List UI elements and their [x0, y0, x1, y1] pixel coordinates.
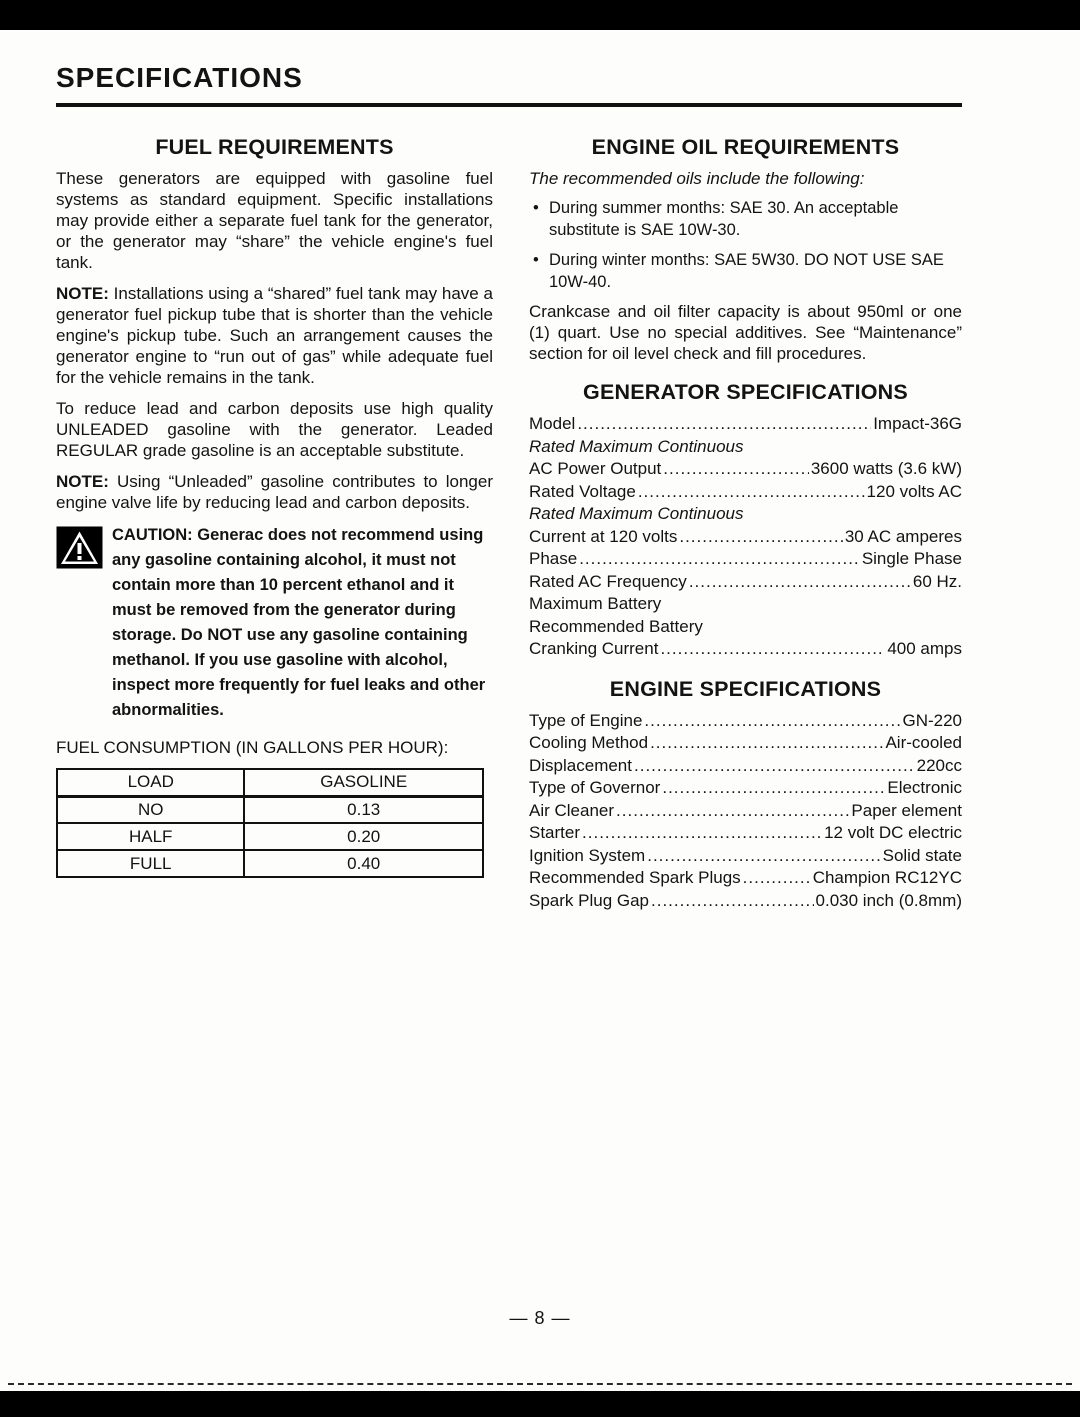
fuel-consumption-table — [56, 768, 484, 878]
caution-text: CAUTION: Generac does not recommend using any gasoline containing alcohol, it must not contain more than 10 percent ethanol and it must be removed from the generator during storage. Do NOT use any gasoline containing methanol. If you use gasoline with alcohol, inspect more frequently for fuel leaks and other abnormalities. — [112, 526, 486, 719]
spec-label: Rated Maximum Continuous — [529, 504, 744, 523]
list-item — [529, 197, 962, 241]
spec-label: Recommended Battery — [529, 616, 703, 636]
dot-leader — [743, 867, 811, 890]
fuel-paragraph-2: To reduce lead and carbon deposits use high quality UNLEADED gasoline with the generator. Leaded REGULAR grade gasoline is an acceptable substitute. — [56, 399, 493, 460]
dot-leader — [579, 548, 860, 571]
scan-artifact-top-bar — [0, 0, 1080, 30]
spec-value: Impact-36G — [873, 414, 962, 433]
spec-value: 12 volt DC electric — [824, 823, 962, 842]
spec-row — [529, 548, 962, 571]
spec-row — [529, 890, 962, 913]
column-header-load: LOAD — [57, 769, 244, 796]
spec-value: 120 volts AC — [866, 481, 962, 501]
table-cell: 0.20 — [244, 823, 483, 850]
oil-intro: The recommended oils include the following: — [529, 169, 865, 188]
spec-row — [529, 616, 962, 639]
dot-leader — [660, 638, 885, 661]
spec-label: Type of Governor — [529, 778, 661, 797]
two-column-layout — [56, 127, 962, 912]
spec-label: Current at 120 volts — [529, 526, 678, 546]
spec-label: Spark Plug Gap — [529, 890, 650, 910]
table-row — [57, 796, 483, 823]
fuel-paragraph-1: These generators are equipped with gasoline fuel systems as standard equipment. Specific installations may provide either a separate fuel tank for the generator, or the generator may “share” the vehicle engine's fuel tank. — [56, 169, 493, 272]
fuel-note-2 — [56, 471, 493, 513]
spec-label: Displacement — [529, 755, 632, 775]
spec-row — [529, 755, 962, 778]
spec-label: Model — [529, 414, 576, 433]
page-title: SPECIFICATIONS — [56, 62, 962, 107]
spec-row — [529, 481, 962, 504]
spec-row — [529, 777, 962, 800]
left-column — [56, 127, 493, 912]
note-text: Installations using a “shared” fuel tank may have a generator fuel pickup tube that is shorter than the vehicle engine's pickup tube. Such an arrangement causes the generator engine to “run out of gas” while adequate fuel for the vehicle remains in the tank. — [56, 284, 493, 387]
warning-triangle-icon — [56, 526, 103, 574]
spec-label: Rated AC Frequency — [529, 571, 687, 591]
spec-label: Cooling Method — [529, 733, 649, 752]
table-row — [57, 850, 483, 877]
dot-leader — [650, 732, 883, 755]
spec-value: 30 AC amperes — [844, 526, 962, 546]
dot-leader — [663, 458, 809, 481]
spec-value: Single Phase — [861, 549, 962, 568]
spec-row — [529, 638, 962, 661]
engine-oil-heading: ENGINE OIL REQUIREMENTS — [591, 135, 900, 159]
dot-leader — [689, 571, 911, 594]
spec-value: 3600 watts (3.6 kW) — [810, 459, 962, 478]
engine-specifications-heading: ENGINE SPECIFICATIONS — [609, 676, 882, 701]
spec-label: Phase — [529, 549, 578, 568]
page-number: — 8 — — [509, 1308, 571, 1328]
spec-label: Air Cleaner — [529, 800, 615, 820]
fuel-requirements-heading: FUEL REQUIREMENTS — [155, 135, 394, 159]
table-header-row — [57, 769, 483, 796]
spec-row — [529, 845, 962, 868]
note-label: NOTE: — [56, 472, 109, 491]
spec-value: Air-cooled — [885, 733, 962, 752]
spec-label: AC Power Output — [529, 459, 662, 478]
dot-leader — [679, 526, 842, 549]
spec-row — [529, 867, 962, 890]
spec-value: GN-220 — [902, 710, 962, 730]
spec-value: Electronic — [887, 778, 962, 797]
note-label: NOTE: — [56, 284, 109, 303]
dot-leader — [616, 800, 849, 823]
generator-specifications-heading: GENERATOR SPECIFICATIONS — [583, 380, 908, 404]
table-cell: NO — [57, 796, 244, 823]
spec-value: 220cc — [916, 755, 962, 775]
spec-label: Ignition System — [529, 845, 646, 865]
dot-leader — [651, 890, 814, 913]
dot-leader — [662, 777, 885, 800]
spec-label: Rated Voltage — [529, 481, 636, 501]
caution-block — [56, 523, 493, 723]
spec-value: 60 Hz. — [912, 571, 962, 591]
spec-value: Champion RC12YC — [812, 868, 962, 887]
spec-label: Recommended Spark Plugs — [529, 868, 741, 887]
spec-value: 0.030 inch (0.8mm) — [815, 890, 962, 910]
table-cell: HALF — [57, 823, 244, 850]
spec-row — [529, 822, 962, 845]
table-cell: 0.13 — [244, 796, 483, 823]
fuel-consumption-label: FUEL CONSUMPTION (IN GALLONS PER HOUR): — [56, 738, 449, 757]
spec-label: Rated Maximum Continuous — [529, 436, 744, 456]
right-column — [529, 127, 962, 912]
spec-row — [529, 593, 962, 616]
table-row — [57, 823, 483, 850]
dot-leader — [644, 710, 900, 733]
fuel-note-1 — [56, 283, 493, 388]
dot-leader — [582, 822, 822, 845]
spec-row — [529, 571, 962, 594]
list-item — [529, 249, 962, 293]
spec-row — [529, 458, 962, 481]
spec-label: Maximum Battery — [529, 594, 662, 613]
table-cell: 0.40 — [244, 850, 483, 877]
dot-leader — [634, 755, 915, 778]
spec-value: Paper element — [851, 800, 962, 820]
scan-artifact-bottom-bar — [0, 1391, 1080, 1417]
dot-leader — [638, 481, 865, 504]
dot-leader — [577, 413, 871, 436]
spec-value: 400 amps — [887, 639, 962, 658]
spec-value: Solid state — [882, 845, 962, 865]
spec-row — [529, 526, 962, 549]
spec-row — [529, 436, 962, 459]
dot-leader — [647, 845, 880, 868]
scan-artifact-dashed-line — [8, 1383, 1072, 1385]
spec-label: Starter — [529, 823, 581, 842]
spec-row — [529, 732, 962, 755]
spec-label: Cranking Current — [529, 639, 659, 658]
spec-row — [529, 710, 962, 733]
spec-row — [529, 413, 962, 436]
column-header-gasoline: GASOLINE — [244, 769, 483, 796]
spec-row — [529, 503, 962, 526]
bullet-text: During summer months: SAE 30. An acceptable substitute is SAE 10W-30. — [549, 199, 899, 239]
table-cell: FULL — [57, 850, 244, 877]
oil-paragraph: Crankcase and oil filter capacity is about 950ml or one (1) quart. Use no special additives. See “Maintenance” section for oil level check and fill procedures. — [529, 302, 962, 363]
spec-row — [529, 800, 962, 823]
note-text: Using “Unleaded” gasoline contributes to longer engine valve life by reducing lead and carbon deposits. — [56, 472, 493, 512]
spec-label: Type of Engine — [529, 710, 643, 730]
bullet-text: During winter months: SAE 5W30. DO NOT USE SAE 10W-40. — [549, 251, 944, 291]
